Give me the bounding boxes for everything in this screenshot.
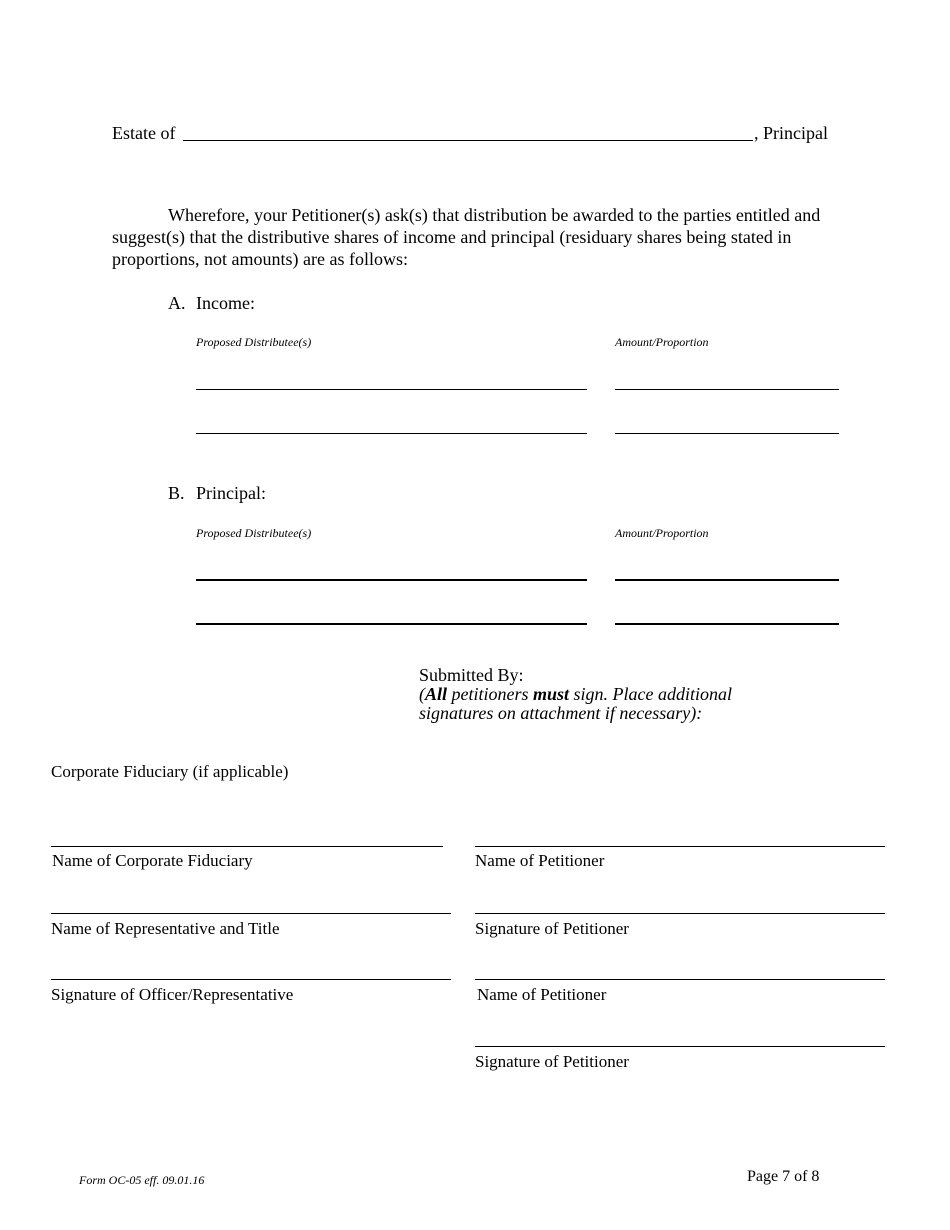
officer-signature-label: Signature of Officer/Representative [51, 985, 294, 1004]
principal-distributee-input-2[interactable] [198, 602, 584, 622]
petitioner-name-line-1 [475, 846, 885, 847]
section-a-letter: A. [168, 293, 186, 313]
petitioner-signature-line-2 [475, 1046, 885, 1047]
income-amount-line-2 [615, 433, 839, 434]
page-number: Page 7 of 8 [747, 1168, 820, 1185]
principal-amount-line-1 [615, 579, 839, 581]
representative-name-label: Name of Representative and Title [51, 919, 280, 938]
income-amount-header: Amount/Proportion [615, 335, 709, 349]
estate-name-line [183, 140, 753, 141]
petitioner-name-input-2[interactable] [477, 958, 883, 978]
principal-distributee-line-1 [196, 579, 587, 581]
principal-distributee-line-2 [196, 623, 587, 625]
officer-signature-input[interactable] [53, 958, 449, 978]
estate-name-input[interactable] [186, 120, 750, 140]
petitioner-name-label-2: Name of Petitioner [477, 985, 607, 1004]
petitioner-signature-label-2: Signature of Petitioner [475, 1052, 629, 1071]
principal-distributee-header: Proposed Distributee(s) [196, 526, 312, 540]
section-b-letter: B. [168, 483, 185, 503]
representative-name-input[interactable] [53, 892, 449, 912]
income-distributee-line-1 [196, 389, 587, 390]
principal-amount-input-2[interactable] [617, 602, 837, 622]
petitioner-name-input-1[interactable] [477, 825, 883, 845]
petitioner-signature-label-1: Signature of Petitioner [475, 919, 629, 938]
section-a-title: Income: [196, 293, 255, 313]
income-distributee-line-2 [196, 433, 587, 434]
income-distributee-input-2[interactable] [198, 412, 584, 432]
principal-suffix: , Principal [754, 123, 828, 143]
income-amount-line-1 [615, 389, 839, 390]
principal-distributee-input-1[interactable] [198, 558, 584, 578]
corporate-fiduciary-name-label: Name of Corporate Fiduciary [52, 851, 253, 870]
petitioner-signature-line-1 [475, 913, 885, 914]
intro-text: Wherefore, your Petitioner(s) ask(s) that distribution be awarded to the parties entitled and suggest(s) that the distributive shares of income and principal (residuary shares being stated in proportions, not amounts) are as follows: [112, 205, 821, 269]
corporate-fiduciary-heading: Corporate Fiduciary (if applicable) [51, 762, 289, 781]
income-amount-input-1[interactable] [617, 368, 837, 388]
submitted-note-line-2: signatures on attachment if necessary): [419, 703, 703, 723]
petitioner-signature-input-1[interactable] [477, 892, 883, 912]
principal-amount-input-1[interactable] [617, 558, 837, 578]
estate-label: Estate of [112, 123, 176, 143]
principal-amount-line-2 [615, 623, 839, 625]
representative-name-line [51, 913, 451, 914]
submitted-note-line-1 [419, 684, 732, 704]
income-amount-input-2[interactable] [617, 412, 837, 432]
income-distributee-input-1[interactable] [198, 368, 584, 388]
section-b-title: Principal: [196, 483, 266, 503]
principal-amount-header: Amount/Proportion [615, 526, 709, 540]
petitioner-name-label-1: Name of Petitioner [475, 851, 605, 870]
note-must: must [533, 684, 570, 704]
form-id: Form OC-05 eff. 09.01.16 [79, 1173, 205, 1187]
corporate-fiduciary-name-input[interactable] [53, 825, 441, 845]
petitioner-signature-input-2[interactable] [477, 1025, 883, 1045]
submitted-by-label: Submitted By: [419, 665, 524, 685]
note-open: ( [419, 684, 425, 704]
corporate-fiduciary-name-line [51, 846, 443, 847]
note-mid: petitioners [447, 684, 534, 704]
petitioner-name-line-2 [475, 979, 885, 980]
note-rest-1: sign. Place additional [569, 684, 733, 704]
officer-signature-line [51, 979, 451, 980]
income-distributee-header: Proposed Distributee(s) [196, 335, 312, 349]
intro-paragraph [112, 204, 842, 270]
note-all: All [425, 684, 448, 704]
